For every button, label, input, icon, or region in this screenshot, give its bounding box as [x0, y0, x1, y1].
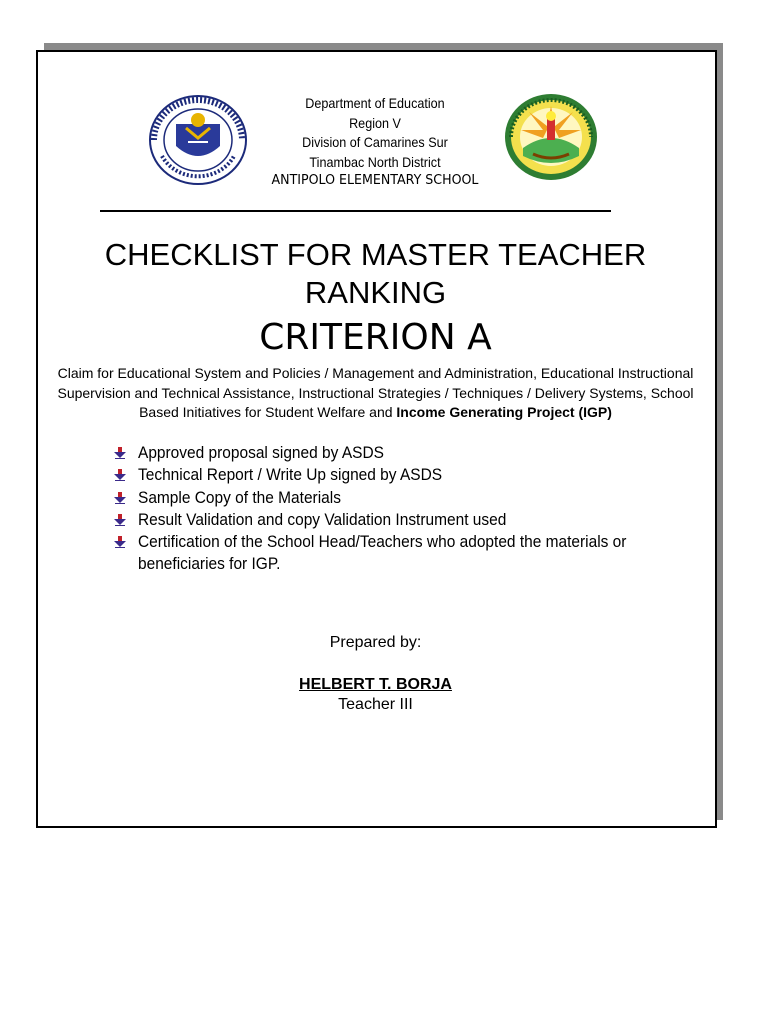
header-line: Region V	[349, 114, 401, 131]
checklist-item-continuation: beneficiaries for IGP.	[138, 554, 281, 574]
checklist-item: Approved proposal signed by ASDS	[112, 442, 672, 464]
header-line: Department of Education	[305, 95, 445, 111]
claim-description	[46, 364, 705, 423]
checklist-item: Result Validation and copy Validation Instrument used	[112, 509, 672, 531]
header-line: Division of Camarines Sur	[302, 134, 448, 150]
header-line: Tinambac North District	[309, 153, 441, 170]
school-name: ANTIPOLO ELEMENTARY SCHOOL	[271, 173, 479, 188]
document-title-line2: RANKING	[304, 275, 447, 310]
claim-bold-text: Income Generating Project (IGP)	[396, 404, 612, 420]
checklist-item: Sample Copy of the Materials	[112, 487, 672, 509]
signatory-role: Teacher III	[338, 696, 413, 713]
checklist-item: Technical Report / Write Up signed by ASDS	[112, 464, 672, 486]
signatory-name: HELBERT T. BORJA	[299, 676, 452, 693]
criterion-heading: CRITERION A	[259, 317, 492, 358]
document-title-line1: CHECKLIST FOR MASTER TEACHER	[104, 237, 647, 272]
header-divider	[100, 210, 611, 212]
arrow-down-bullet-icon	[114, 492, 126, 504]
prepared-by-label: Prepared by:	[329, 634, 422, 651]
arrow-down-bullet-icon	[114, 514, 126, 526]
checklist	[112, 442, 672, 576]
arrow-down-bullet-icon	[114, 447, 126, 459]
claim-text: Claim for Educational System and Policies / Management and Administration, Educational Instructional Supervision and Technical Assistance, Instructional Strategies / Techniques / Delivery Systems, School Based Initiatives for Student Welfare and	[57, 365, 694, 420]
arrow-down-bullet-icon	[114, 469, 126, 481]
arrow-down-bullet-icon	[114, 536, 126, 548]
checklist-item: Certification of the School Head/Teachers who adopted the materials or	[112, 531, 672, 553]
letterhead	[230, 94, 520, 190]
